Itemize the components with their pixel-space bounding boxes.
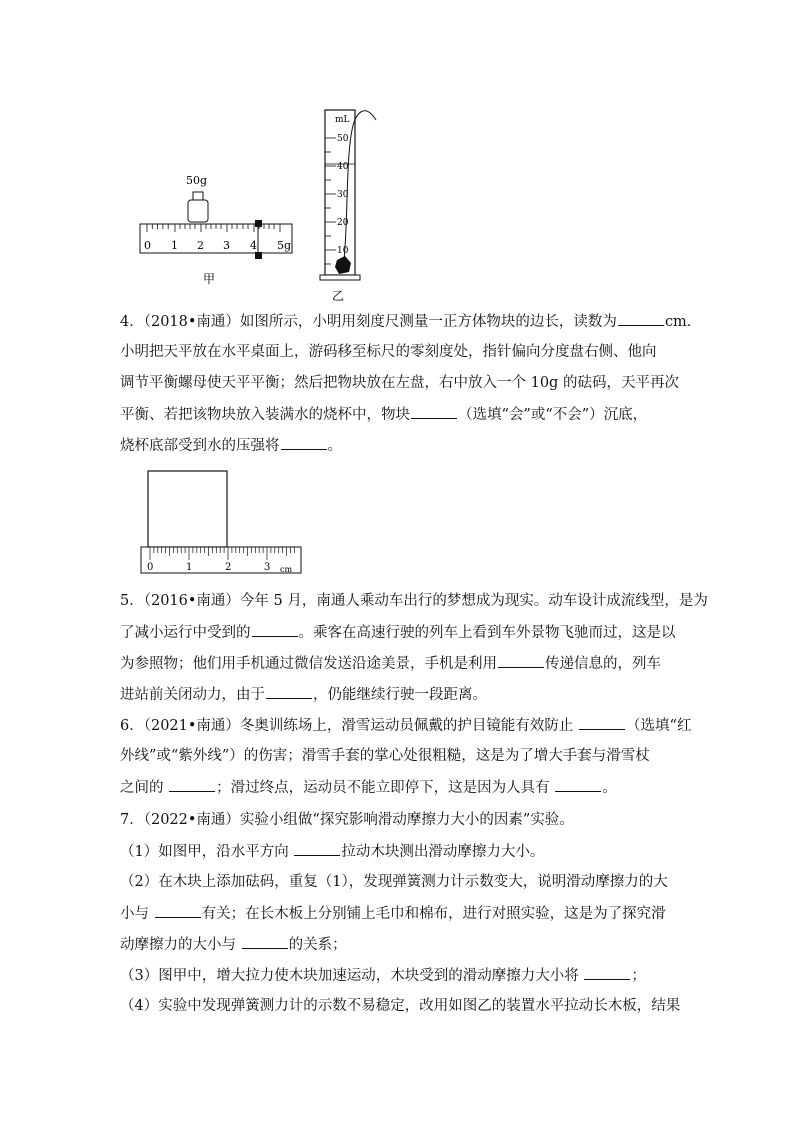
rider-bottom [255, 252, 262, 259]
scale-label-1: 1 [171, 239, 178, 252]
q7-line1: 7．（2022•南通）实验小组做“探究影响滑动摩擦力大小的因素”实验。 [120, 812, 574, 828]
ruler-label-3: 3 [264, 562, 271, 573]
ruler-label-1: 1 [186, 562, 193, 573]
graduated-cylinder-figure [318, 100, 388, 305]
scale-label-5: 5g [277, 239, 292, 252]
q6-line2: 外线”或“紫外线”）的伤害；滑雪手套的掌心处很粗糙，这是为了增大手套与滑雪杖 [120, 748, 650, 764]
cylinder-tick-40: 40 [337, 162, 349, 172]
q4-line1: 4．（2018•南通）如图所示，小明用刻度尺测量一正方体物块的边长，读数为 cm． [120, 311, 680, 332]
figure-caption-yi: 乙 [332, 289, 345, 303]
scale-label-3: 3 [223, 239, 230, 252]
weight-body [188, 200, 208, 222]
cylinder-unit: mL [335, 115, 350, 125]
weight-label: 50g [186, 174, 208, 187]
ruler-label-2: 2 [225, 562, 232, 573]
q6-line1: 6．（2021•南通）冬奥训练场上，滑雪运动员佩戴的护目镜能有效防止 （选填“红 [120, 715, 680, 736]
q7-blank3[interactable] [242, 934, 288, 949]
cylinder-tick-10: 10 [337, 246, 349, 256]
figure-caption-jia: 甲 [203, 272, 216, 286]
q5-line4: 进站前关闭动力，由于 ，仍能继续行驶一段距离。 [120, 684, 680, 705]
q4-line3: 调节平衡螺母使天平平衡；然后把物块放在左盘，右中放入一个 10g 的砝码，天平再次 [120, 375, 679, 391]
weight-knob [193, 192, 203, 200]
q7-sub2-line3: 动摩擦力的大小与 的关系； [120, 934, 680, 955]
q7-sub1: （1）如图甲，沿水平方向 拉动木块测出滑动摩擦力大小。 [120, 841, 680, 862]
cube [148, 471, 227, 547]
q5-blank1[interactable] [252, 622, 298, 637]
q5-line2: 了减小运行中受到的 。乘客在高速行驶的列车上看到车外景物飞驰而过，这是以 [120, 622, 680, 643]
ruler-cube-figure [138, 468, 308, 576]
rider-top [255, 220, 262, 227]
q5-line1: 5．（2016•南通）今年 5 月，南通人乘动车出行的梦想成为现实。动车设计成流线型，是为 [120, 593, 708, 609]
q4-line2: 小明把天平放在水平桌面上，游码移至标尺的零刻度处，指针偏向分度盘右侧、他向 [120, 344, 657, 360]
q4-line4: 平衡、若把该物块放入装满水的烧杯中，物块 （选填“会”或“不会”）沉底， [120, 404, 680, 425]
scale-label-4: 4 [250, 239, 257, 252]
q4-line5: 烧杯底部受到水的压强将 。 [120, 435, 680, 456]
q7-blank1[interactable] [294, 841, 340, 856]
ruler-label-0: 0 [147, 562, 154, 573]
q7-sub2-line2: 小与 有关；在长木板上分别铺上毛巾和棉布，进行对照实验，这是为了探究滑 [120, 903, 680, 924]
balance-scale-figure [130, 165, 310, 290]
q7-blank4[interactable] [584, 965, 630, 980]
q4-blank2[interactable] [411, 404, 457, 419]
q7-blank2[interactable] [155, 903, 201, 918]
cylinder-base [320, 275, 360, 280]
q6-line3: 之间的 ；滑过终点，运动员不能立即停下，这是因为人具有 。 [120, 777, 680, 798]
q6-blank3[interactable] [555, 777, 601, 792]
q6-blank1[interactable] [579, 715, 625, 730]
q7-sub3: （3）图甲中，增大拉力使木块加速运动，木块受到的滑动摩擦力大小将 ； [120, 965, 680, 986]
q7-sub4: （4）实验中发现弹簧测力计的示数不易稳定，改用如图乙的装置水平拉动长木板，结果 [120, 998, 681, 1014]
cylinder-tick-30: 30 [337, 190, 349, 200]
cylinder-tick-20: 20 [337, 218, 349, 228]
q4-blank1[interactable] [618, 311, 664, 326]
q5-line3: 为参照物；他们用手机通过微信发送沿途美景，手机是利用 传递信息的，列车 [120, 653, 680, 674]
cylinder-tick-50: 50 [337, 134, 349, 144]
q4-blank3[interactable] [281, 435, 327, 450]
q5-blank3[interactable] [266, 684, 312, 699]
scale-label-2: 2 [197, 239, 204, 252]
q5-blank2[interactable] [498, 653, 544, 668]
q7-sub2-line1: （2）在木块上添加砝码，重复（1），发现弹簧测力计示数变大，说明滑动摩擦力的大 [120, 874, 668, 890]
ruler [141, 547, 301, 573]
q6-blank2[interactable] [169, 777, 215, 792]
ruler-unit: cm [280, 565, 293, 574]
scale-label-0: 0 [144, 239, 151, 252]
